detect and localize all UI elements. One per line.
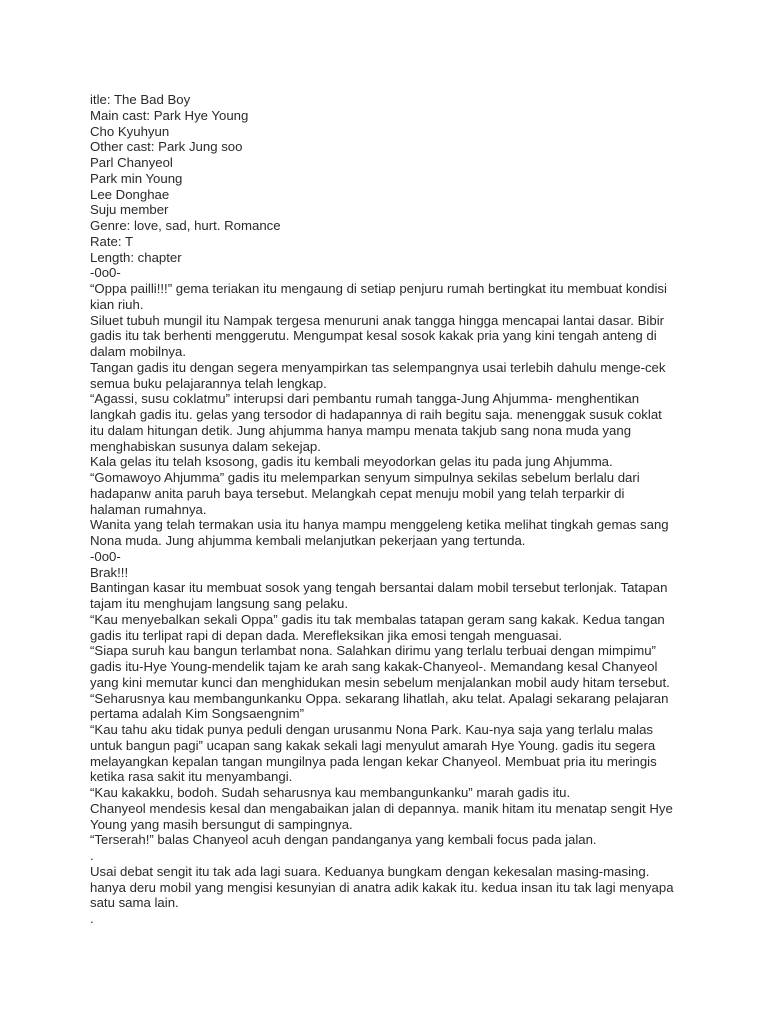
text-line: Young yang masih bersungut di sampingnya. [90, 816, 353, 832]
text-line: Rate: T [90, 233, 134, 249]
text-line: hadapanw anita paruh baya tersebut. Melangkah cepat menuju mobil yang telah terparkir di [90, 485, 625, 501]
text-line: “Seharusnya kau membangunkanku Oppa. sekarang lihatlah, aku telat. Apalagi sekarang pelajaran [90, 690, 669, 706]
text-line: gadis itu tak berhenti menggerutu. Mengumpat kesal sosok kakak pria yang kini tengah anteng di [90, 328, 657, 344]
text-line: satu sama lain. [90, 895, 179, 911]
text-line: Other cast: Park Jung soo [90, 139, 243, 155]
text-line: pertama adalah Kim Songsaengnim” [90, 706, 305, 722]
text-line: Cho Kyuhyun [90, 123, 170, 139]
document-page [90, 92, 680, 927]
text-line: langkah gadis itu. gelas yang tersodor di hadapannya di raih begitu saja. menenggak susuk coklat [90, 407, 662, 422]
text-line: Usai debat sengit itu tak ada lagi suara. Keduanya bungkam dengan kekesalan masing-masing. [90, 863, 650, 879]
text-line: Genre: love, sad, hurt. Romance [90, 218, 281, 233]
text-line: . [90, 848, 94, 863]
text-line: -0o0- [90, 265, 121, 281]
text-line: kian riuh. [90, 296, 144, 312]
text-line: “Terserah!” balas Chanyeol acuh dengan pandanganya yang kembali focus pada jalan. [90, 832, 597, 848]
text-line: -0o0- [90, 548, 121, 564]
text-line: Main cast: Park Hye Young [90, 107, 249, 123]
text-line: Siluet tubuh mungil itu Nampak tergesa menuruni anak tangga hingga mencapai lantai dasar. Bibir [90, 312, 665, 328]
text-line: Suju member [90, 202, 169, 218]
text-line: dalam mobilnya. [90, 344, 187, 359]
text-line: Bantingan kasar itu membuat sosok yang tengah bersantai dalam mobil tersebut terlonjak. Tatapan [90, 580, 668, 596]
text-line: ketika rasa sakit itu menyambangi. [90, 769, 293, 785]
text-line: gadis itu terlipat rapi di depan dada. Merefleksikan jika emosi tengah menguasai. [90, 627, 563, 643]
text-line: “Kau menyebalkan sekali Oppa” gadis itu tak membalas tatapan geram sang kakak. Kedua tangan [90, 611, 665, 627]
text-line: Lee Donghae [90, 186, 170, 202]
text-line: halaman rumahnya. [90, 501, 207, 517]
text-line: menghabiskan susunya dalam sekejap. [90, 438, 321, 454]
text-line: Chanyeol mendesis kesal dan mengabaikan jalan di depannya. manik hitam itu menatap sengit Hye [90, 800, 673, 816]
text-line: hanya deru mobil yang mengisi kesunyian di anatra adik kakak itu. kedua insan itu tak lagi menyapa [90, 879, 674, 895]
text-line: Wanita yang telah termakan usia itu hanya mampu menggeleng ketika melihat tingkah gemas sang [90, 517, 669, 533]
text-line: “Kau kakakku, bodoh. Sudah seharusnya kau membangunkanku” marah gadis itu. [90, 785, 571, 800]
text-line: gadis itu-Hye Young-mendelik tajam ke arah sang kakak-Chanyeol-. Memandang kesal Chanyeol [90, 659, 658, 674]
text-line: “Oppa pailli!!!” gema teriakan itu mengaung di setiap penjuru rumah bertingkat itu membuat kondisi [90, 281, 667, 296]
text-line: melayangkan kepalan tangan mungilnya pada lengan kekar Chanyeol. Membuat pria itu meringis [90, 753, 657, 769]
text-line: semua buku pelajarannya telah lengkap. [90, 375, 327, 391]
text-line: “Gomawoyo Ahjumma” gadis itu melemparkan senyum simpulnya sekilas sebelum berlalu dari [90, 470, 640, 485]
text-line: untuk bangun pagi” ucapan sang kakak sekali lagi menyulut amarah Hye Young. gadis itu segera [90, 737, 656, 753]
text-line: itu dalam hitungan detik. Jung ahjumma hanya mampu menata takjub sang nona muda yang [90, 422, 632, 438]
text-line: “Kau tahu aku tidak punya peduli dengan urusanmu Nona Park. Kau-nya saja yang terlalu malas [90, 722, 654, 737]
text-line: yang kini memutar kunci dan menghidukan mesin sebelum menjalankan mobil audy hitam tersebut. [90, 674, 670, 690]
text-line: “Agassi, susu coklatmu” interupsi dari pembantu rumah tangga-Jung Ahjumma- menghentikan [90, 391, 640, 407]
text-line: Kala gelas itu telah ksosong, gadis itu kembali meyodorkan gelas itu pada jung Ahjumma. [90, 454, 613, 470]
text-line: itle: The Bad Boy [90, 92, 191, 107]
text-line: Parl Chanyeol [90, 155, 173, 170]
text-line: “Siapa suruh kau bangun terlambat nona. Salahkan dirimu yang terlalu terbuai dengan mimpimu” [90, 643, 656, 659]
text-line: Park min Young [90, 170, 183, 186]
text-line: Brak!!! [90, 564, 129, 580]
text-line: Tangan gadis itu dengan segera menyampirkan tas selempangnya usai terlebih dahulu menge-cek [90, 359, 666, 375]
text-line: Nona muda. Jung ahjumma kembali melanjutkan pekerjaan yang tertunda. [90, 533, 526, 548]
text-line: tajam itu menghujam langsung sang pelaku. [90, 596, 349, 611]
text-line: . [90, 911, 94, 926]
text-line: Length: chapter [90, 249, 182, 265]
